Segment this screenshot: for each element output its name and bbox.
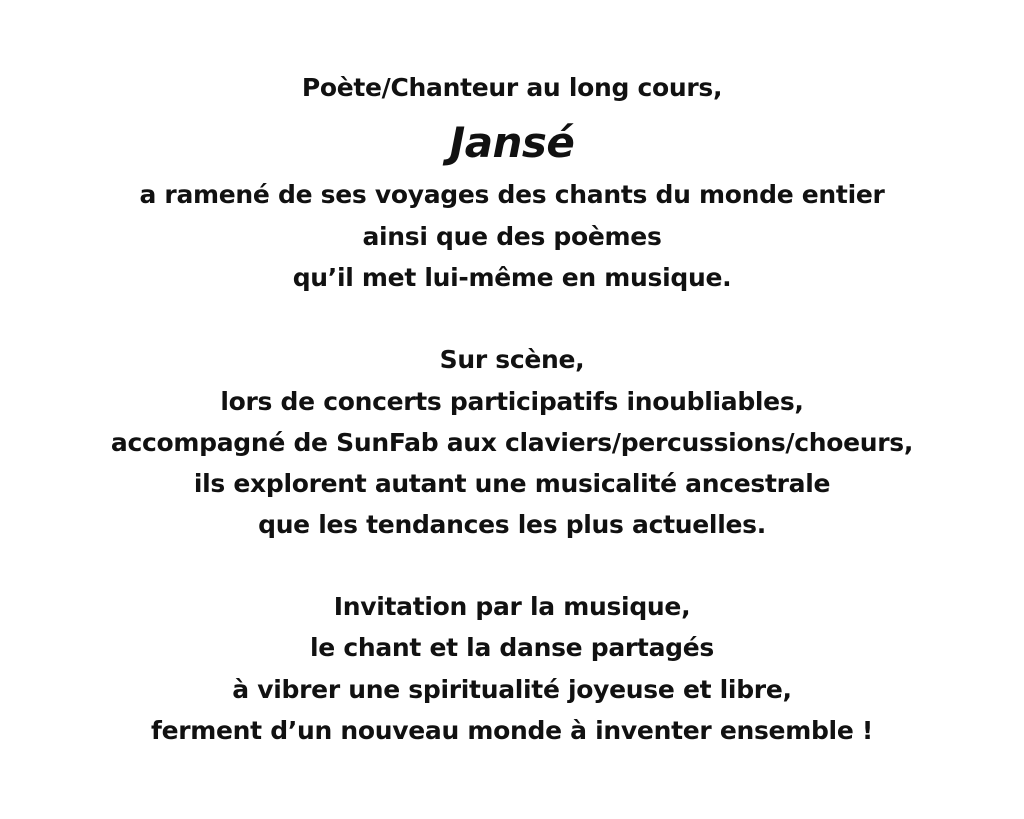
intro-line-4: qu’il met lui-même en musique. bbox=[292, 263, 732, 292]
stage-line-5: que les tendances les plus actuelles. bbox=[258, 510, 766, 539]
intro-line-2: a ramené de ses voyages des chants du monde entier bbox=[139, 180, 885, 209]
stage-line-4: ils explorent autant une musicalité ancestrale bbox=[193, 469, 831, 498]
intro-line-1: Poète/Chanteur au long cours, bbox=[301, 73, 723, 102]
artist-name: Jansé bbox=[449, 118, 575, 167]
invitation-line-3: à vibrer une spiritualité joyeuse et libre, bbox=[232, 675, 792, 704]
invitation-line-2: le chant et la danse partagés bbox=[310, 633, 714, 662]
stage-line-2: lors de concerts participatifs inoubliables, bbox=[220, 387, 804, 416]
stage-line-1: Sur scène, bbox=[439, 345, 585, 374]
invitation-line-4: ferment d’un nouveau monde à inventer ensemble ! bbox=[151, 716, 873, 745]
invitation-line-1: Invitation par la musique, bbox=[333, 592, 691, 621]
stage-line-3: accompagné de SunFab aux claviers/percussions/choeurs, bbox=[110, 428, 914, 457]
intro-line-3: ainsi que des poèmes bbox=[362, 222, 662, 251]
